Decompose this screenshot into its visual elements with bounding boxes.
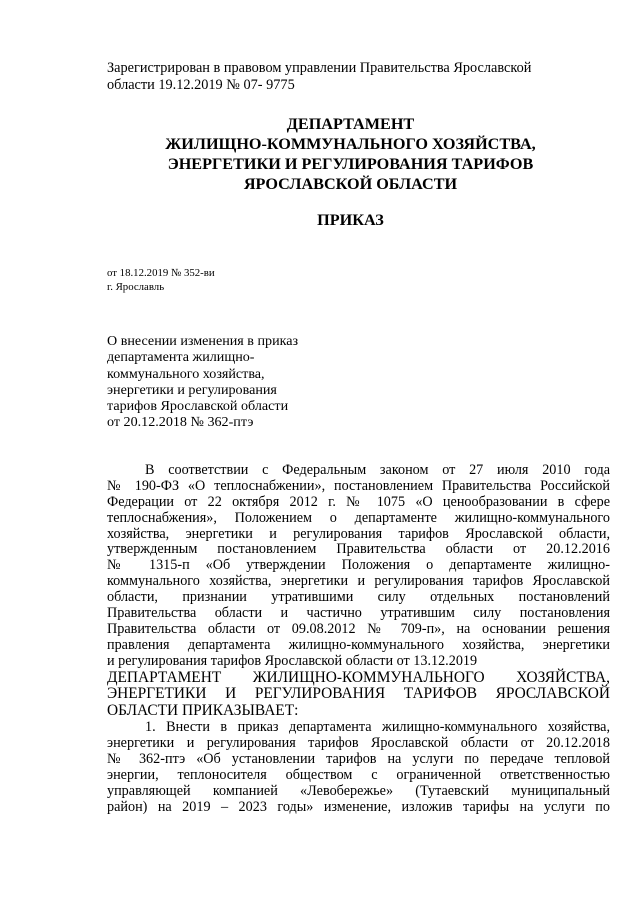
item-1-paragraph [107,720,610,815]
preamble-paragraph [107,463,610,670]
order-subject [107,333,367,431]
item-1-line: район) на 2019 – 2023 годы» изменение, изложив тарифы на услуги по [107,798,610,815]
subject-line: от 20.12.2018 № 362-птэ [107,414,254,431]
preamble-line: и регулирования тарифов Ярославской области от 13.12.2019 [107,652,478,669]
registration-note [107,60,577,94]
registration-line: области 19.12.2019 № 07- 9775 [107,77,295,93]
directive-line: ЭНЕРГЕТИКИ И РЕГУЛИРОВАНИЯ ТАРИФОВ ЯРОСЛАВСКОЙ [107,685,610,703]
directive-line: ДЕПАРТАМЕНТ ЖИЛИЩНО-КОММУНАЛЬНОГО ХОЗЯЙСТВА, [107,668,610,686]
item-1-line: 1. Внести в приказ департамента жилищно-коммунального хозяйства, [145,719,610,736]
item-1-line: энергии, теплоносителя обществом с ограниченной ответственностью [107,766,610,783]
preamble-line: утвержденным постановлением Правительства области от 20.12.2016 [107,541,610,558]
department-line: ЯРОСЛАВСКОЙ ОБЛАСТИ [243,175,458,193]
department-header [107,114,594,194]
preamble-line: хозяйства, энергетики и регулирования тарифов Ярославской области, [107,525,610,542]
preamble-line: В соответствии с Федеральным законом от 27 июля 2010 года [145,462,610,478]
subject-line: О внесении изменения в приказ [107,333,299,349]
order-city: г. Ярославль [107,281,165,293]
preamble-line: теплоснабжения», Положением о департаменте жилищно-коммунального [107,509,610,526]
order-body [107,463,610,816]
order-title: ПРИКАЗ [317,211,384,229]
item-1-line: энергетики и регулирования тарифов Ярославской области от 20.12.2018 [107,735,610,752]
preamble-line: области, признании утратившими силу отдельных постановлений [107,589,610,606]
subject-line: департамента жилищно- [107,349,255,366]
department-line: ЖИЛИЩНО-КОММУНАЛЬНОГО ХОЗЯЙСТВА, [165,135,536,153]
department-line: ЭНЕРГЕТИКИ И РЕГУЛИРОВАНИЯ ТАРИФОВ [167,155,534,173]
department-line: ДЕПАРТАМЕНТ [286,115,415,133]
subject-line: тарифов Ярославской области [107,398,289,415]
order-date-number: от 18.12.2019 № 352-ви [107,267,215,279]
item-1-line: управляющей компанией «Левобережье» (Тутаевский муниципальный [107,782,610,799]
preamble-line: № 1315-п «Об утверждении Положения о департаменте жилищно- [107,557,610,574]
subject-line: энергетики и регулирования [107,381,277,398]
subject-line: коммунального хозяйства, [107,365,265,382]
preamble-line: № 190-ФЗ «О теплоснабжении», постановлением Правительства Российской [107,477,610,494]
preamble-line: Правительства области от 09.08.2012 № 709-п», на основании решения [107,620,610,637]
preamble-line: коммунального хозяйства, энергетики и регулирования тарифов Ярославской [107,573,610,590]
item-1-line: № 362-птэ «Об установлении тарифов на услуги по передаче тепловой [107,751,610,768]
preamble-line: Федерации от 22 октября 2012 г. № 1075 «О ценообразовании в сфере [107,493,610,510]
order-meta [107,266,215,294]
preamble-line: Правительства области и частично утратившим силу постановления [107,605,610,622]
directive-line: ОБЛАСТИ ПРИКАЗЫВАЕТ: [107,702,299,720]
registration-line: Зарегистрирован в правовом управлении Правительства Ярославской [107,60,532,76]
directive-paragraph [107,670,610,721]
preamble-line: правления департамента жилищно-коммунального хозяйства, энергетики [107,636,610,653]
